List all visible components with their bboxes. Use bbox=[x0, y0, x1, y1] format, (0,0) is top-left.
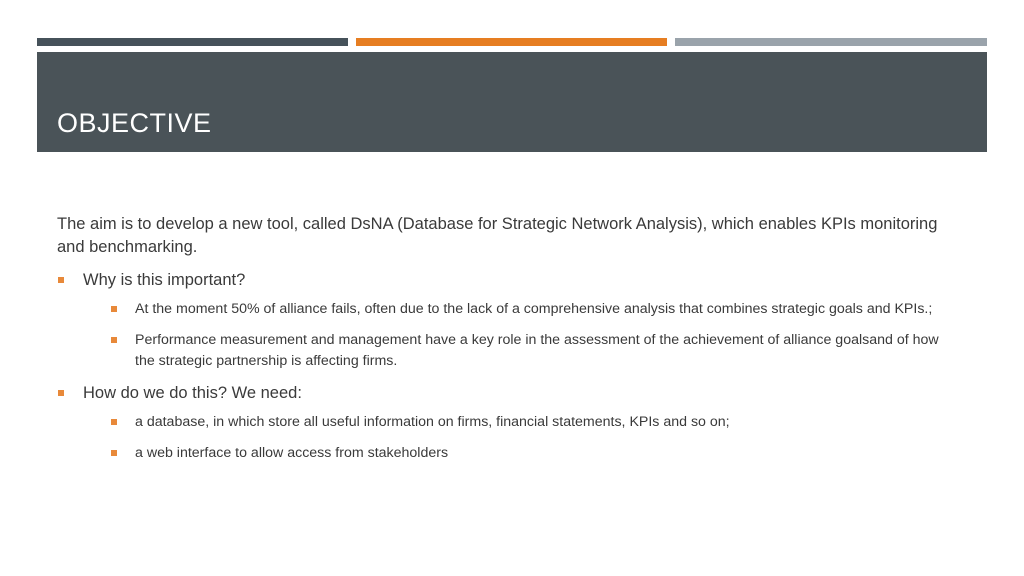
slide-title: OBJECTIVE bbox=[57, 108, 212, 138]
square-bullet-icon bbox=[111, 337, 117, 343]
list-item bbox=[57, 269, 957, 372]
title-band bbox=[37, 52, 987, 152]
bullet-text: Why is this important? bbox=[83, 271, 246, 289]
sub-list-item bbox=[83, 299, 957, 320]
sub-bullet-text: At the moment 50% of alliance fails, often due to the lack of a comprehensive analysis that combines strategic goals and KPIs.; bbox=[135, 301, 933, 317]
bullet-text: How do we do this? We need: bbox=[83, 384, 302, 402]
header-stripe-orange bbox=[356, 38, 667, 46]
header-stripe-dark bbox=[37, 38, 348, 46]
square-bullet-icon bbox=[58, 390, 64, 396]
intro-paragraph: The aim is to develop a new tool, called DsNA (Database for Strategic Network Analysis), which enables KPIs monitoring and benchmarking. bbox=[57, 215, 938, 256]
square-bullet-icon bbox=[111, 450, 117, 456]
sub-bullet-text: a web interface to allow access from stakeholders bbox=[135, 445, 449, 461]
sub-list-item bbox=[83, 412, 957, 433]
list-item bbox=[57, 382, 957, 464]
sub-bullet-list bbox=[83, 299, 957, 372]
slide-content bbox=[57, 213, 957, 474]
square-bullet-icon bbox=[111, 306, 117, 312]
sub-bullet-text: a database, in which store all useful information on firms, financial statements, KPIs and so on; bbox=[135, 414, 730, 430]
bullet-list bbox=[57, 269, 957, 464]
sub-list-item bbox=[83, 443, 957, 464]
sub-list-item bbox=[83, 330, 957, 372]
sub-bullet-list bbox=[83, 412, 957, 464]
square-bullet-icon bbox=[111, 419, 117, 425]
sub-bullet-text: Performance measurement and management have a key role in the assessment of the achievement of alliance goalsand of how the strategic partnership is affecting firms. bbox=[135, 332, 939, 369]
header-stripe-gray bbox=[675, 38, 987, 46]
square-bullet-icon bbox=[58, 277, 64, 283]
